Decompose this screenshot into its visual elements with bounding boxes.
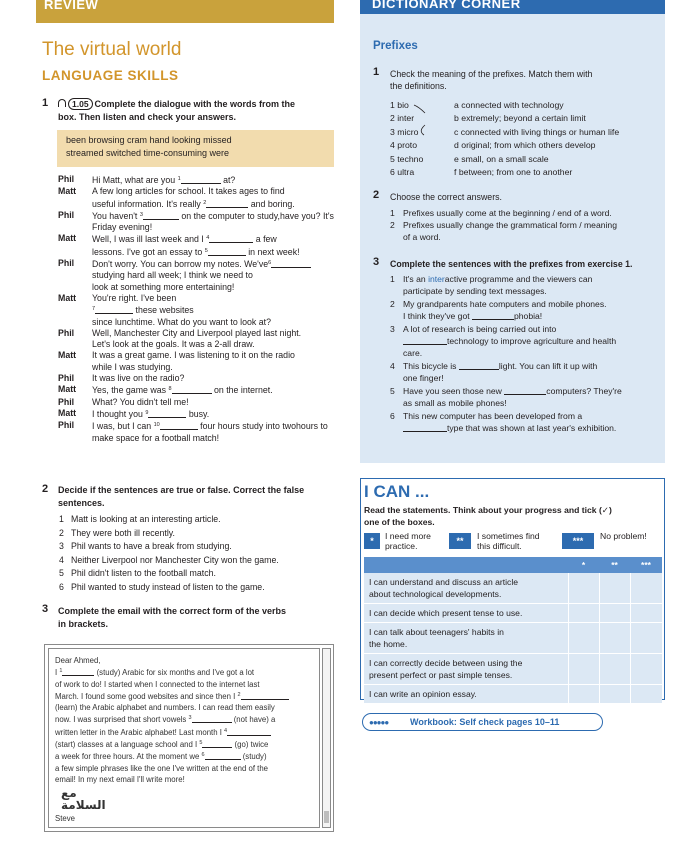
key-one-star-text: I need more practice. [385,531,431,551]
tick-box[interactable] [599,573,630,603]
gap-number: 8 [168,386,172,393]
dialogue-text: You haven't [92,210,140,221]
i-can-intro: Read the statements. Think about your progress and tick (✓) one of the boxes. [364,505,612,527]
definition-item: c connected with living things or human life [454,126,620,137]
item-number: 1 [59,514,64,524]
gap-number: 3 [188,715,192,722]
speaker-name: Matt [58,186,77,197]
i-can-panel [360,478,665,700]
list-item [59,513,334,527]
sentence-part: type that was shown at last year's exhibition. [447,423,617,433]
gap-number: 5 [199,740,203,747]
list-item [59,581,334,595]
dict-ex1-number: 1 [373,66,380,78]
speaker-name: Phil [58,258,75,269]
i-can-row [364,623,662,654]
tick-box[interactable] [630,654,662,684]
dialogue-text: Don't worry. You can borrow my notes. We've [92,259,269,270]
email-body [48,648,320,828]
item-number: 4 [390,361,395,371]
gap-number: 3 [139,211,143,218]
sentence-part: My grandparents hate computers and mobile phones. [403,299,607,309]
statement-line: I can decide which present tense to use. [369,608,523,618]
gap-number: 5 [204,247,208,254]
gap-number: 10 [153,422,160,429]
email-text: (study) Arabic for six months and I've got a lot [94,668,255,678]
item-text: Phil wants to have a break from studying. [71,541,232,551]
sentence-text [403,324,616,358]
gap-number: 9 [145,409,149,416]
dialogue-line [58,350,338,373]
sentence-item [390,323,665,359]
definition-item: e small, on a small scale [454,153,549,164]
item-number: 6 [59,581,64,592]
sentence-part: This bicycle is [403,361,459,371]
dialogue-text: It was a great game. I was listening to it on the radio [92,350,295,361]
answer-blank[interactable] [206,200,248,208]
arabic-closing: مع السلامة [61,786,106,812]
item-number: 1 [390,274,395,284]
email-text: email! In my next email I'll write more! [55,774,185,784]
i-can-statement [364,623,568,653]
dialogue-text: and boring. [248,198,295,209]
dialogue-text: Hi Matt, what are you [92,175,178,185]
i-can-table-header [364,557,662,573]
dialogue-line [58,293,338,328]
workbook-link[interactable] [362,713,603,731]
workbook-text: Workbook: Self check pages 10–11 [410,717,560,727]
i-can-table [364,557,662,704]
sentence-item [390,410,665,434]
answer-blank[interactable] [192,716,232,723]
sentence-part: I think they've got [403,311,472,321]
dialogue-line [58,384,338,396]
ex3-instruction [58,605,338,630]
tick-box[interactable] [599,604,630,622]
review-label: REVIEW [44,0,99,12]
answer-blank[interactable] [403,337,447,345]
dialogue-text: You're right. I've been [92,292,177,303]
i-can-rows [364,573,662,704]
email-signature: Steve [55,813,75,823]
speaker-name: Phil [58,327,75,338]
dialogue-text: busy. [186,408,210,419]
sentence-part: A lot of research is being carried out into [403,324,557,334]
sentence-part: participate by sending text messages. [403,286,547,296]
answer-blank[interactable] [160,422,198,430]
tick-box[interactable] [630,685,662,703]
statement-line: I can understand and discuss an article [369,577,519,587]
dialogue-text: Well, Manchester City and Liverpool played last night. [92,327,302,338]
item-number: 6 [390,411,395,421]
statement-line: the home. [369,639,408,649]
email-line [55,726,313,738]
sentence-item [390,385,665,409]
answer-blank[interactable] [227,729,271,736]
sentence-part: active programme and the viewers can [444,274,593,284]
dialogue-text: on the computer to study, [178,210,280,221]
right-column [360,0,697,843]
sentence-part: It's an [403,274,429,284]
dict-ex3-number: 3 [373,256,380,268]
dictionary-label: DICTIONARY CORNER [372,0,521,11]
email-lines [55,666,313,785]
answer-blank[interactable] [241,693,289,700]
dict-ex2-list [390,207,665,243]
answer-blank[interactable] [271,260,311,268]
dialogue-text: four hours study into two [197,421,297,432]
dialogue-text: in next week! [245,246,300,257]
ex3-instruction-line1: Complete the email with the correct form of the verbs [58,606,287,616]
prefixes-title: Prefixes [373,40,418,52]
item-number: 5 [59,568,64,578]
col-two-star: ** [611,560,618,570]
dictionary-band [360,0,665,14]
col-one-star: * [581,560,586,570]
sentence-text [403,361,597,383]
email-line [55,738,313,750]
word-box-line2: streamed switched time-consuming were [66,148,230,158]
prefix-item: 3 micro [390,126,419,137]
i-can-statement [364,654,568,684]
speaker-name: Phil [58,420,75,431]
section-title: LANGUAGE SKILLS [42,68,179,83]
email-text: (start) classes at a language school and I [55,740,200,750]
dialogue-line [58,233,338,258]
definition-item: a connected with technology [454,100,564,110]
speaker-name: Phil [58,174,75,184]
match-row [390,139,665,152]
track-number[interactable]: 1.05 [68,98,93,110]
dialogue-text: Yes, the game was [92,385,169,396]
dialogue-text: I thought you [92,408,146,419]
definition-item: f between; from one to another [454,166,573,177]
email-text: a few simple phrases like the one I've written at the end of the [55,763,268,773]
tick-box[interactable] [599,623,630,653]
statement-line: about technological developments. [369,589,502,599]
statement-line: I can correctly decide between using the [369,658,523,668]
dialogue-text: I was, but I can [92,421,154,432]
gap-number: 4 [224,727,228,734]
ex1-number: 1 [42,97,49,109]
definition-item: d original; from which others develop [454,140,596,151]
gap-number: 2 [203,199,207,206]
sentence-item [390,298,665,322]
dialogue-text: What? You didn't tell me! [92,396,189,407]
i-can-statement [364,573,568,603]
email-scrollbar[interactable] [322,648,331,828]
answer-blank[interactable] [181,176,221,184]
ex3-number: 3 [42,603,49,615]
i-can-row [364,573,662,604]
email-line [55,702,313,713]
key-two-star-icon: ** [449,533,471,549]
sentence-part: Have you seen those new [403,386,505,396]
ex2-instruction-line2: sentences. [58,497,105,508]
item-text: Phil didn't listen to the football match. [71,568,216,578]
gap-number: 6 [268,260,272,267]
dialogue-line [58,328,338,351]
gap-number: 1 [59,668,63,675]
speaker-name: Matt [58,407,77,418]
answer-blank[interactable] [172,386,212,394]
email-greeting: Dear Ahmed, [55,656,101,665]
sentence-part: light. You can lift it up with [498,361,598,371]
tick-box[interactable] [599,685,630,703]
list-item [59,540,334,554]
email-text: March. I found some good websites and since then I [55,691,238,701]
dialogue-text: at? [220,175,236,185]
tick-box[interactable] [568,623,599,653]
dict-ex2-item1: 1 Prefixes usually come at the beginning / end of a word. [390,208,612,218]
gap-number: 2 [237,691,241,698]
sentence-item [390,273,665,297]
scrollbar-thumb[interactable] [324,811,329,823]
tick-box[interactable] [630,604,662,622]
tick-box[interactable] [568,573,599,603]
dialogue-line [58,210,338,234]
statement-line: I can talk about teenagers' habits in [369,627,504,637]
item-number: 2 [59,527,64,538]
sentence-part: This new computer has been developed from a [403,411,583,421]
tick-box[interactable] [630,573,662,603]
dialogue-line [58,174,338,186]
sentence-text [403,411,616,433]
dialogue [58,174,338,444]
speaker-name: Matt [58,350,77,361]
key-three-star-icon: *** [562,533,594,549]
answer-blank[interactable] [202,741,232,748]
match-row [390,126,665,139]
answer-blank[interactable] [205,753,241,760]
dict-ex1-line1: Check the meaning of the prefixes. Match them with [390,69,593,79]
email-line [55,666,313,678]
speaker-name: Matt [58,292,77,303]
speaker-name: Phil [58,396,75,407]
dialogue-line [58,420,338,444]
i-can-title: I CAN ... [364,482,430,501]
email-text: I [55,668,60,678]
email-text: now. I was surprised that short vowels [55,715,189,725]
email-text: written letter in the Arabic alphabet! Last month I [55,727,225,737]
dict-ex1-line2: the definitions. [390,81,447,91]
ex2-list [59,513,334,594]
prefix-item: 1 bio [390,100,409,110]
ex1-instruction [58,98,338,123]
dialogue-text: hours to make space for a football match! [92,421,328,443]
item-text: Phil wanted to study instead of listen to the game. [71,581,265,592]
item-number: 3 [59,541,64,551]
item-text: Neither Liverpool nor Manchester City won the game. [71,554,279,565]
statement-line: present perfect or past simple tenses. [369,670,513,680]
dict-ex2-instruction: Choose the correct answers. [390,192,502,202]
tick-box[interactable] [568,654,599,684]
answer-blank[interactable] [403,424,447,432]
ex2-number: 2 [42,483,49,495]
item-number: 2 [390,299,395,309]
ex3-instruction-line2: in brackets. [58,618,109,629]
speaker-name: Phil [58,209,75,220]
dialogue-line [58,258,338,293]
prefix-item: 4 proto [390,140,418,151]
sentence-part: phobia! [514,311,543,321]
dialogue-text: lessons. I've got an essay to [92,246,205,257]
email-text: (learn) the Arabic alphabet and numbers. I can read them easily [55,703,275,713]
dialogue-line [58,397,338,408]
speaker-name: Matt [58,384,77,395]
col-three-star: *** [641,560,651,570]
tick-box[interactable] [568,685,599,703]
email-line [55,690,313,702]
dialogue-text: It was live on the radio? [92,373,185,384]
answer-blank[interactable] [472,312,514,320]
item-text: They were both ill recently. [71,527,175,538]
list-item [59,567,334,581]
email-text: (not have) a [231,715,276,725]
tick-box[interactable] [599,654,630,684]
answer-blank[interactable] [143,212,179,220]
answer-blank[interactable] [148,410,186,418]
key-two-star-text: I sometimes find this difficult. [477,531,540,551]
key-one-star-icon: * [364,533,380,549]
item-text: Matt is looking at an interesting article. [71,514,221,524]
list-item [59,554,334,568]
sentence-text [403,299,607,321]
progress-dots-icon: ●●●●● [369,718,389,727]
dialogue-text: A few long articles for school. It takes ages to find [92,186,285,197]
tick-box[interactable] [630,623,662,653]
dialogue-text: useful information. It's really [92,198,204,209]
tick-box[interactable] [568,604,599,622]
prefix-item: 2 inter [390,113,415,124]
dialogue-line [58,408,338,420]
definition-item: b extremely; beyond a certain limit [454,113,586,124]
answer-blank[interactable] [209,235,253,243]
answer-blank[interactable] [95,306,133,314]
dialogue-text: a few [253,234,277,245]
list-item [59,527,334,541]
ex1-instruction-line2: box. Then listen and check your answers. [58,111,237,122]
sentence-part: one finger! [403,373,444,383]
key-three-star-text: No problem! [600,531,647,541]
dict-ex3-list [390,273,665,435]
email-text: a week for three hours. At the moment we [55,752,202,762]
sentence-item [390,360,665,384]
ex2-instruction-line1: Decide if the sentences are true or false. Correct the false [58,485,305,495]
email-line [55,774,313,785]
dialogue-text: Well, I was ill last week and I [92,234,207,245]
i-can-statement [364,604,568,622]
page-title: The virtual world [42,39,182,60]
dialogue-text: studying hard all week; I think we need to [92,270,253,281]
i-can-row [364,604,662,623]
i-can-row [364,685,662,704]
email-line [55,679,313,690]
dialogue-text: on the internet. [211,385,273,396]
headphones-icon[interactable] [58,99,66,107]
gap-number: 6 [201,752,205,759]
dialogue-text: while I was studying. [92,361,173,372]
dict-ex2-item2: 2 Prefixes usually change the grammatical form / meaning of a word. [390,220,617,242]
prefix-match-list [390,99,665,179]
answer-blank[interactable] [208,248,246,256]
email-window [44,644,334,832]
answer-blank[interactable] [62,669,94,676]
gap-number: 4 [206,235,210,242]
match-row [390,153,665,166]
dict-ex2-number: 2 [373,189,380,201]
ex2-instruction [58,484,338,509]
match-row [390,112,665,125]
match-row [390,99,665,112]
review-band [36,0,334,23]
match-line-icon [413,104,427,149]
sentence-part: computers? They're [546,386,622,396]
dict-ex1-instruction [390,68,665,92]
statement-line: I can write an opinion essay. [369,689,477,699]
email-line [55,713,313,725]
prefix-item: 6 ultra [390,166,415,177]
dialogue-line [58,186,338,210]
answer-blank[interactable] [504,387,546,395]
ex1-instruction-line1: Complete the dialogue with the words from the [94,99,296,109]
dialogue-text: Let's look at the goals. It was a 2-all draw. [92,339,255,350]
sentence-part: technology to improve agriculture and health [447,336,617,346]
left-column [0,0,337,843]
item-number: 3 [390,324,395,334]
email-line [55,763,313,774]
dialogue-line [58,373,338,384]
email-text: (study) [240,752,267,762]
sentence-text [403,386,622,408]
sentence-text [403,274,592,296]
dialogue-text: since lunchtime. What do you want to look at? [92,316,271,327]
dict-ex3-instruction: Complete the sentences with the prefixes from exercise 1. [390,259,633,269]
prefix-item: 5 techno [390,153,424,164]
answer-blank[interactable] [459,362,499,370]
i-can-statement [364,685,568,703]
email-text: (go) twice [232,740,269,750]
sentence-part: care. [403,348,423,358]
speaker-name: Matt [58,233,77,244]
highlighted-prefix: inter [428,274,445,284]
dialogue-text: these websites [133,305,194,316]
word-box [57,130,334,167]
item-number: 4 [59,554,64,565]
dialogue-text: look at something more entertaining! [92,281,235,292]
sentence-part: as small as mobile phones! [403,398,507,408]
dialogue-text: have you? It's Friday evening! [92,210,334,233]
i-can-row [364,654,662,685]
item-number: 5 [390,386,395,396]
gap-number: 7 [92,306,96,313]
speaker-name: Phil [58,373,75,384]
gap-number: 1 [177,176,181,182]
word-box-line1: been browsing cram hand looking missed [66,135,232,145]
match-row [390,166,665,179]
email-text: of work to do! I started when I connected to the internet last [55,679,260,689]
email-line [55,750,313,762]
